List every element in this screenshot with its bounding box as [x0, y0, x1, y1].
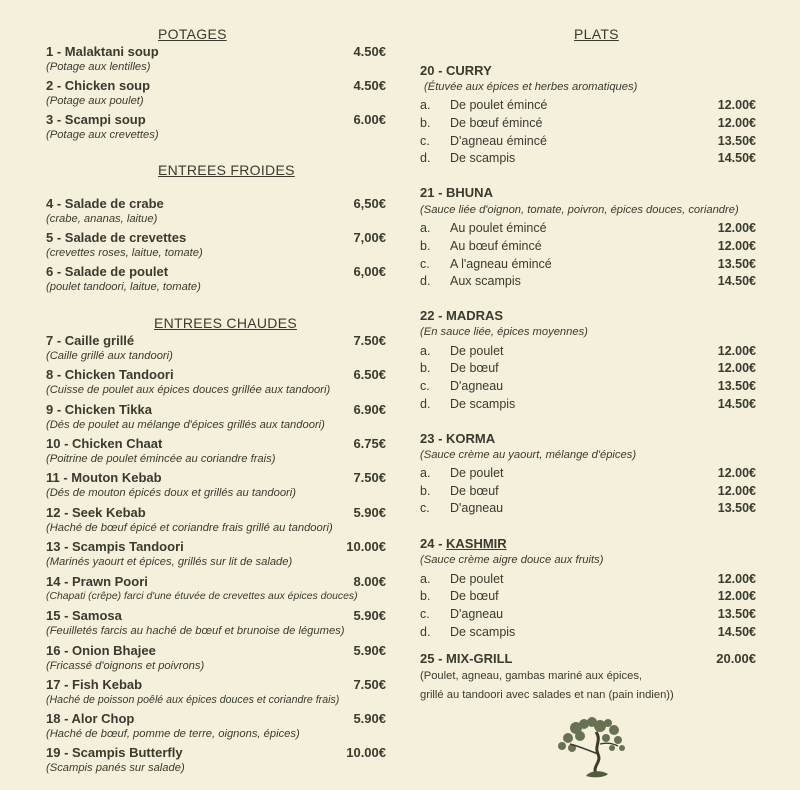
section-title-plats: PLATS [574, 26, 619, 42]
item-price: 4.50€ [353, 78, 386, 93]
item-name: 16 - Onion Bhajee [46, 643, 156, 658]
item-price: 10.00€ [346, 745, 386, 760]
item-desc: (Haché de bœuf, pomme de terre, oignons, épices) [46, 728, 300, 740]
option-letter: a. [420, 344, 431, 358]
item-price: 7,00€ [353, 230, 386, 245]
section-title-entrees-chaudes: ENTREES CHAUDES [154, 315, 297, 331]
item-price: 6.00€ [353, 112, 386, 127]
item-name: 15 - Samosa [46, 608, 122, 623]
item-desc: (Poitrine de poulet émincée au coriandre frais) [46, 453, 276, 465]
option-row [420, 589, 756, 605]
item-name: 25 - MIX-GRILL [420, 651, 513, 666]
item-name: 19 - Scampis Butterfly [46, 745, 183, 760]
item-name: 11 - Mouton Kebab [46, 470, 162, 485]
option-letter: b. [420, 589, 431, 603]
option-price: 14.50€ [717, 625, 756, 639]
option-letter: d. [420, 151, 431, 165]
option-price: 14.50€ [717, 274, 756, 288]
item-desc: (Chapati (crêpe) farci d'une étuvée de crevettes aux épices douces) [46, 591, 358, 602]
item-desc: (En sauce liée, épices moyennes) [420, 326, 588, 338]
option-row [420, 625, 756, 641]
option-label: De poulet [450, 344, 504, 358]
option-row [420, 221, 756, 237]
item-name: 20 - CURRY [420, 63, 492, 78]
item-desc: (Potage aux poulet) [46, 95, 144, 107]
option-row [420, 344, 756, 360]
item-name: 17 - Fish Kebab [46, 677, 143, 692]
item-name: 24 - KASHMIR [420, 536, 507, 551]
item-desc: grillé au tandoori avec salades et nan (pain indien)) [420, 689, 674, 701]
option-label: De poulet émincé [450, 98, 548, 112]
item-name: 13 - Scampis Tandoori [46, 539, 184, 554]
option-label: De scampis [450, 151, 516, 165]
item-desc: (Potage aux crevettes) [46, 129, 159, 141]
item-price: 6,50€ [353, 196, 386, 211]
option-letter: a. [420, 221, 431, 235]
bonsai-tree-icon [556, 716, 632, 783]
item-name: 18 - Alor Chop [46, 711, 135, 726]
option-row [420, 379, 756, 395]
item-desc: (Poulet, agneau, gambas mariné aux épices, [420, 670, 643, 682]
option-letter: c. [420, 379, 430, 393]
item-desc: (Fricassé d'oignons et poivrons) [46, 660, 205, 672]
option-letter: a. [420, 572, 431, 586]
item-price: 5.90€ [353, 711, 386, 726]
option-row [420, 239, 756, 255]
option-label: De poulet [450, 466, 504, 480]
option-letter: d. [420, 625, 431, 639]
item-name: 7 - Caille grillé [46, 333, 135, 348]
option-row [420, 134, 756, 150]
item-desc: (Marinés yaourt et épices, grillés sur lit de salade) [46, 556, 293, 568]
option-label: De scampis [450, 625, 516, 639]
item-name: 10 - Chicken Chaat [46, 436, 163, 451]
option-row [420, 116, 756, 132]
item-desc: (Potage aux lentilles) [46, 61, 151, 73]
section-title-entrees-froides: ENTREES FROIDES [158, 162, 295, 178]
option-label: Au bœuf émincé [450, 239, 542, 253]
option-price: 12.00€ [717, 116, 756, 130]
option-label: D'agneau [450, 501, 504, 515]
section-title-potages: POTAGES [158, 26, 227, 42]
option-label: De bœuf [450, 589, 499, 603]
option-row [420, 466, 756, 482]
item-name: 3 - Scampi soup [46, 112, 146, 127]
item-desc: (Dés de mouton épicés doux et grillés au tandoori) [46, 487, 296, 499]
item-desc: (Haché de poisson poêlé aux épices douces et coriandre frais) [46, 694, 340, 706]
item-price: 4.50€ [353, 44, 386, 59]
item-price: 7.50€ [353, 677, 386, 692]
option-row [420, 501, 756, 517]
item-name: 21 - BHUNA [420, 185, 493, 200]
option-letter: b. [420, 239, 431, 253]
option-row [420, 98, 756, 114]
option-row [420, 151, 756, 167]
item-name: 14 - Prawn Poori [46, 574, 148, 589]
option-row [420, 257, 756, 273]
item-price: 20.00€ [716, 651, 756, 666]
option-price: 12.00€ [717, 484, 756, 498]
item-name: 8 - Chicken Tandoori [46, 367, 174, 382]
option-letter: a. [420, 98, 431, 112]
item-name: 23 - KORMA [420, 431, 496, 446]
option-price: 12.00€ [717, 466, 756, 480]
option-letter: b. [420, 116, 431, 130]
option-row [420, 274, 756, 290]
option-price: 13.50€ [717, 257, 756, 271]
item-desc: (Dés de poulet au mélange d'épices grillés aux tandoori) [46, 419, 325, 431]
option-label: De bœuf [450, 361, 499, 375]
item-name: 2 - Chicken soup [46, 78, 151, 93]
option-price: 12.00€ [717, 221, 756, 235]
item-price: 10.00€ [346, 539, 386, 554]
item-desc: (Sauce crème aigre douce aux fruits) [420, 554, 604, 566]
option-label: D'agneau [450, 607, 504, 621]
option-letter: d. [420, 397, 431, 411]
item-desc: (crevettes roses, laitue, tomate) [46, 247, 203, 259]
item-name: 22 - MADRAS [420, 308, 504, 323]
option-price: 12.00€ [717, 98, 756, 112]
option-label: Au poulet émincé [450, 221, 547, 235]
item-price: 6.90€ [353, 402, 386, 417]
option-price: 13.50€ [717, 501, 756, 515]
option-price: 12.00€ [717, 361, 756, 375]
item-name: 6 - Salade de poulet [46, 264, 169, 279]
option-label: De scampis [450, 397, 516, 411]
item-desc: (Haché de bœuf épicé et coriandre frais grillé au tandoori) [46, 522, 333, 534]
item-desc: (Scampis panés sur salade) [46, 762, 185, 774]
option-letter: c. [420, 257, 430, 271]
option-price: 14.50€ [717, 151, 756, 165]
option-price: 12.00€ [717, 589, 756, 603]
option-price: 13.50€ [717, 379, 756, 393]
option-label: De bœuf émincé [450, 116, 543, 130]
item-name: 4 - Salade de crabe [46, 196, 164, 211]
option-price: 13.50€ [717, 134, 756, 148]
option-label: D'agneau [450, 379, 504, 393]
option-letter: d. [420, 274, 431, 288]
item-desc: (crabe, ananas, laitue) [46, 213, 158, 225]
option-row [420, 607, 756, 623]
item-price: 6.50€ [353, 367, 386, 382]
option-letter: b. [420, 484, 431, 498]
option-price: 13.50€ [717, 607, 756, 621]
item-price: 8.00€ [353, 574, 386, 589]
option-letter: c. [420, 501, 430, 515]
item-desc: (Feuilletés farcis au haché de bœuf et brunoise de légumes) [46, 625, 345, 637]
option-price: 14.50€ [717, 397, 756, 411]
item-price: 6,00€ [353, 264, 386, 279]
item-name: 12 - Seek Kebab [46, 505, 146, 520]
item-desc: (Sauce crème au yaourt, mélange d'épices) [420, 449, 637, 461]
item-price: 5.90€ [353, 505, 386, 520]
option-letter: c. [420, 607, 430, 621]
item-price: 7.50€ [353, 333, 386, 348]
option-label: D'agneau émincé [450, 134, 547, 148]
item-name-underlined: KASHMIR [446, 536, 507, 551]
option-price: 12.00€ [717, 239, 756, 253]
item-desc: (poulet tandoori, laitue, tomate) [46, 281, 201, 293]
item-name: 9 - Chicken Tikka [46, 402, 152, 417]
option-letter: b. [420, 361, 431, 375]
item-price: 6.75€ [353, 436, 386, 451]
option-letter: c. [420, 134, 430, 148]
option-row [420, 484, 756, 500]
item-name: 1 - Malaktani soup [46, 44, 159, 59]
option-price: 12.00€ [717, 344, 756, 358]
option-label: De bœuf [450, 484, 499, 498]
option-row [420, 572, 756, 588]
item-desc: (Caille grillé aux tandoori) [46, 350, 173, 362]
item-name: 5 - Salade de crevettes [46, 230, 187, 245]
item-desc: (Sauce liée d'oignon, tomate, poivron, épices douces, coriandre) [420, 204, 739, 216]
option-row [420, 397, 756, 413]
item-price: 5.90€ [353, 643, 386, 658]
option-row [420, 361, 756, 377]
option-label: De poulet [450, 572, 504, 586]
option-letter: a. [420, 466, 431, 480]
item-price: 7.50€ [353, 470, 386, 485]
item-desc: (Cuisse de poulet aux épices douces grillée aux tandoori) [46, 384, 331, 396]
item-desc: (Étuvée aux épices et herbes aromatiques) [424, 81, 638, 93]
option-price: 12.00€ [717, 572, 756, 586]
option-label: A l'agneau émincé [450, 257, 552, 271]
item-price: 5.90€ [353, 608, 386, 623]
option-label: Aux scampis [450, 274, 521, 288]
